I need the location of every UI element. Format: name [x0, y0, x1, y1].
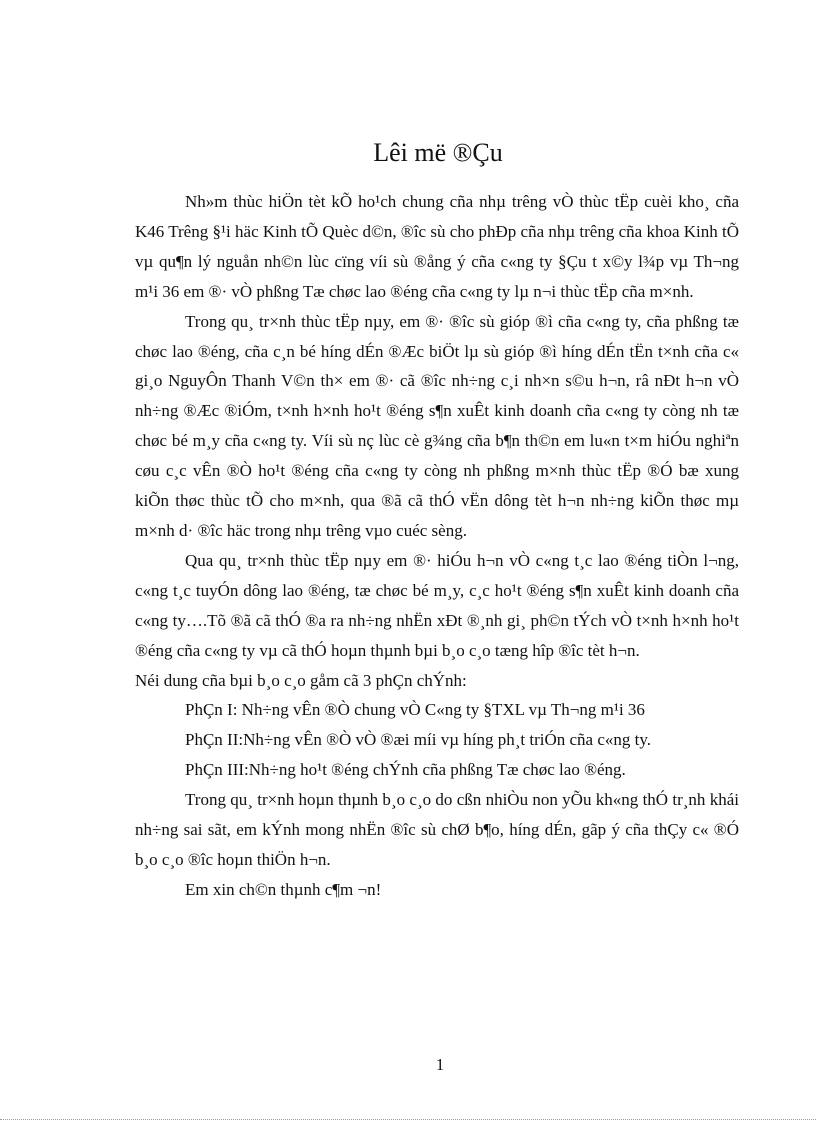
page-number: 1 — [435, 1055, 445, 1074]
paragraph-closing: Trong qu¸ tr×nh hoµn thµnh b¸o c¸o do cßn nhiÒu non yÕu kh«ng thÓ tr¸nh khái nh÷ng sai sãt, em kÝnh mong nhËn ®îc sù chØ b¶o, híng dÉn, gãp ý cña thÇy c« ®Ó b¸o c¸o ®îc hoµn thiÖn h¬n. — [135, 790, 739, 869]
page-bottom-divider — [0, 1119, 816, 1120]
paragraph-intro: Nh»m thùc hiÖn tèt kÕ ho¹ch chung cña nhµ trêng vÒ thùc tËp cuèi kho¸ cña K46 Trêng §¹i häc Kinh tÕ Quèc d©n, ®îc sù cho phÐp cña nhµ trêng cña khoa Kinh tÕ vµ qu¶n lý nguån nh©n lùc cïng víi sù ®ång ý cña c«ng ty §Çu t x©y l¾p vµ Th¬ng m¹i 36 em ®· vÒ phßng Tæ chøc lao ®éng cña c«ng ty lµ n¬i thùc tËp cña m×nh. — [135, 192, 739, 301]
outline-intro: Néi dung cña bµi b¸o c¸o gåm cã 3 phÇn chÝnh: — [135, 670, 467, 690]
paragraph-internship: Trong qu¸ tr×nh thùc tËp nµy, em ®· ®îc sù gióp ®ì cña c«ng ty, cña phßng tæ chøc lao ®éng, cña c¸n bé híng dÉn ®Æc biÖt lµ sù gióp ®ì híng dÉn tËn t×nh cña c« gi¸o NguyÔn Thanh V©n th× em ®· cã ®îc nh÷ng c¸i nh×n s©u h¬n, râ nÐt h¬n vÒ nh÷ng ®Æc ®iÓm, t×nh h×nh ho¹t ®éng s¶n xuÊt kinh doanh cña c«ng ty còng nh tæ chøc bé m¸y cña c«ng ty. Víi sù nç lùc cè g¾ng cña b¶n th©n em lu«n t×m hiÓu nghiªn cøu c¸c vÊn ®Ò ho¹t ®éng cña c«ng ty còng nh phßng m×nh thùc tËp ®Ó bæ xung kiÕn thøc thùc tÕ cho m×nh, qua ®ã cã thÓ vËn dông tèt h¬n nh÷ng kiÕn thøc mµ m×nh d· ®îc häc trong nhµ trêng vµo cuéc sèng. — [135, 311, 739, 540]
outline-item-part-2: PhÇn II:Nh÷ng vÊn ®Ò vÒ ®æi míi vµ híng ph¸t triÓn cña c«ng ty. — [185, 730, 651, 750]
outline-item-part-1: PhÇn I: Nh÷ng vÊn ®Ò chung vÒ C«ng ty §TXL vµ Th¬ng m¹i 36 — [185, 700, 645, 720]
paragraph-learning: Qua qu¸ tr×nh thùc tËp nµy em ®· hiÓu h¬n vÒ c«ng t¸c lao ®éng tiÒn l¬ng, c«ng t¸c tuyÓn dông lao ®éng, tæ chøc bé m¸y, c¸c ho¹t ®éng s¶n xuÊt kinh doanh cña c«ng ty….Tõ ®ã cã thÓ ®a ra nh÷ng nhËn xÐt ®¸nh gi¸ ph©n tÝch vÒ t×nh h×nh ho¹t ®éng cña c«ng ty vµ cã thÓ hoµn thµnh bµi b¸o c¸o tæng hîp ®îc tèt h¬n. — [135, 550, 739, 660]
document-body — [135, 187, 739, 905]
page-title: Lêi më ®Çu — [373, 138, 503, 167]
outline-item-part-3: PhÇn III:Nh÷ng ho¹t ®éng chÝnh cña phßng Tæ chøc lao ®éng. — [185, 760, 626, 780]
paragraph-thanks: Em xin ch©n thµnh c¶m ¬n! — [185, 879, 382, 899]
